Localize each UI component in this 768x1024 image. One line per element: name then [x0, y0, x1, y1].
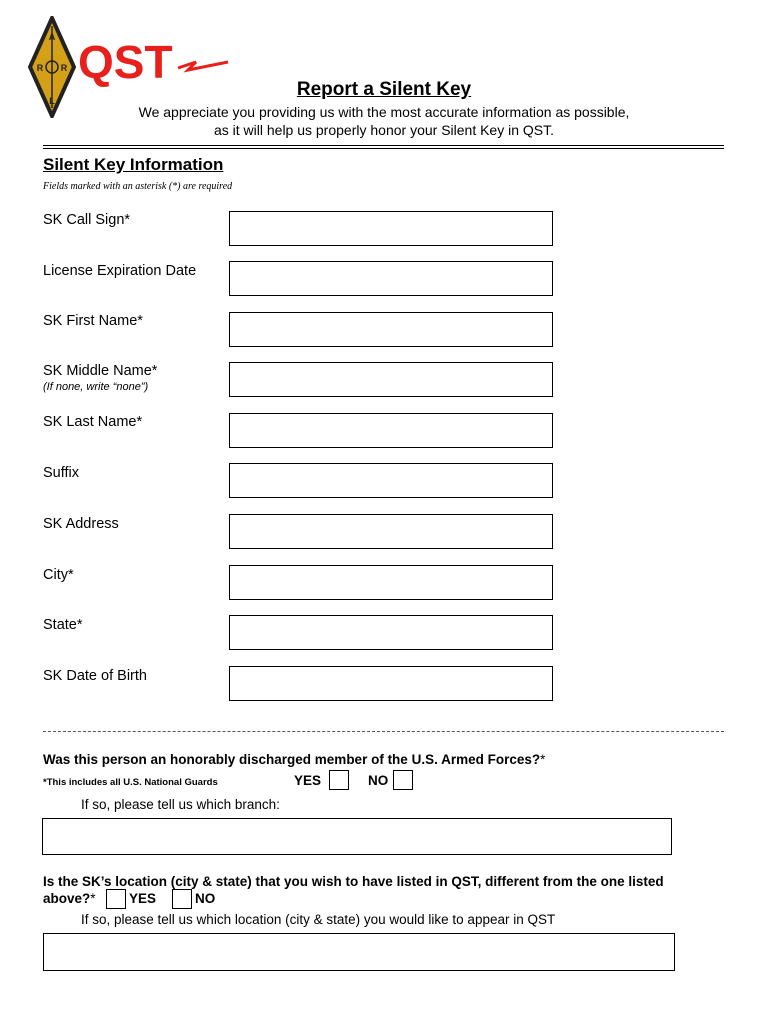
last-name-label: SK Last Name* [43, 414, 143, 430]
branch-field[interactable] [42, 818, 672, 855]
intro-line-1: We appreciate you providing us with the most accurate information as possible, [138, 104, 630, 120]
suffix-label: Suffix [43, 465, 80, 481]
armed-forces-question [43, 752, 545, 767]
location-question-text-2: above? [43, 891, 91, 906]
q2-no-checkbox[interactable] [172, 889, 192, 909]
q1-yes-checkbox[interactable] [329, 770, 349, 790]
logo-letter-r1: R [36, 63, 44, 73]
middle-name-field[interactable] [229, 362, 553, 397]
location-field[interactable] [43, 933, 675, 971]
location-question-line-1: Is the SK’s location (city & state) that you wish to have listed in QST, different from the one listed [43, 874, 664, 889]
logo-letter-l: L [49, 96, 55, 106]
section-title: Silent Key Information [43, 155, 224, 174]
q1-no-label: NO [368, 773, 389, 788]
armed-forces-asterisk: * [540, 752, 546, 767]
branch-prompt: If so, please tell us which branch: [81, 797, 280, 812]
city-field[interactable] [229, 565, 553, 600]
license-expiration-label: License Expiration Date [43, 263, 197, 279]
last-name-field[interactable] [229, 413, 553, 448]
header-divider-top [43, 145, 724, 146]
dob-label: SK Date of Birth [43, 668, 147, 684]
first-name-field[interactable] [229, 312, 553, 347]
location-prompt: If so, please tell us which location (city & state) you would like to appear in QST [81, 912, 556, 927]
q2-yes-checkbox[interactable] [106, 889, 126, 909]
location-question-line-2 [43, 891, 96, 906]
q2-no-label: NO [195, 891, 216, 906]
section-divider [43, 731, 724, 732]
call-sign-field[interactable] [229, 211, 553, 246]
first-name-label: SK First Name* [43, 313, 143, 329]
q2-yes-label: YES [129, 891, 157, 906]
q1-yes-label: YES [294, 773, 322, 788]
suffix-field[interactable] [229, 463, 553, 498]
license-expiration-field[interactable] [229, 261, 553, 296]
qst-wordmark: QST [78, 36, 173, 88]
arrl-diamond-icon [28, 16, 233, 118]
armed-forces-question-text: Was this person an honorably discharged member of the U.S. Armed Forces? [43, 752, 541, 767]
middle-name-label: SK Middle Name* [43, 363, 158, 379]
national-guard-note: *This includes all U.S. National Guards [43, 777, 218, 788]
state-field[interactable] [229, 615, 553, 650]
logo-letter-a: A [48, 32, 56, 42]
lightning-bolt-icon [178, 62, 228, 70]
dob-field[interactable] [229, 666, 553, 701]
qst-arrl-logo [28, 16, 233, 118]
location-asterisk: * [90, 891, 96, 906]
header-divider-bottom [43, 148, 724, 149]
city-label: City* [43, 567, 74, 583]
address-label: SK Address [43, 516, 119, 532]
logo-letter-r2: R [60, 63, 68, 73]
required-note: Fields marked with an asterisk (*) are required [43, 181, 233, 192]
q1-no-checkbox[interactable] [393, 770, 413, 790]
intro-line-2: as it will help us properly honor your Silent Key in QST. [213, 122, 555, 138]
page-title: Report a Silent Key [296, 79, 472, 100]
middle-name-hint: (If none, write “none”) [43, 381, 149, 393]
state-label: State* [43, 617, 83, 633]
address-field[interactable] [229, 514, 553, 549]
call-sign-label: SK Call Sign* [43, 212, 131, 228]
